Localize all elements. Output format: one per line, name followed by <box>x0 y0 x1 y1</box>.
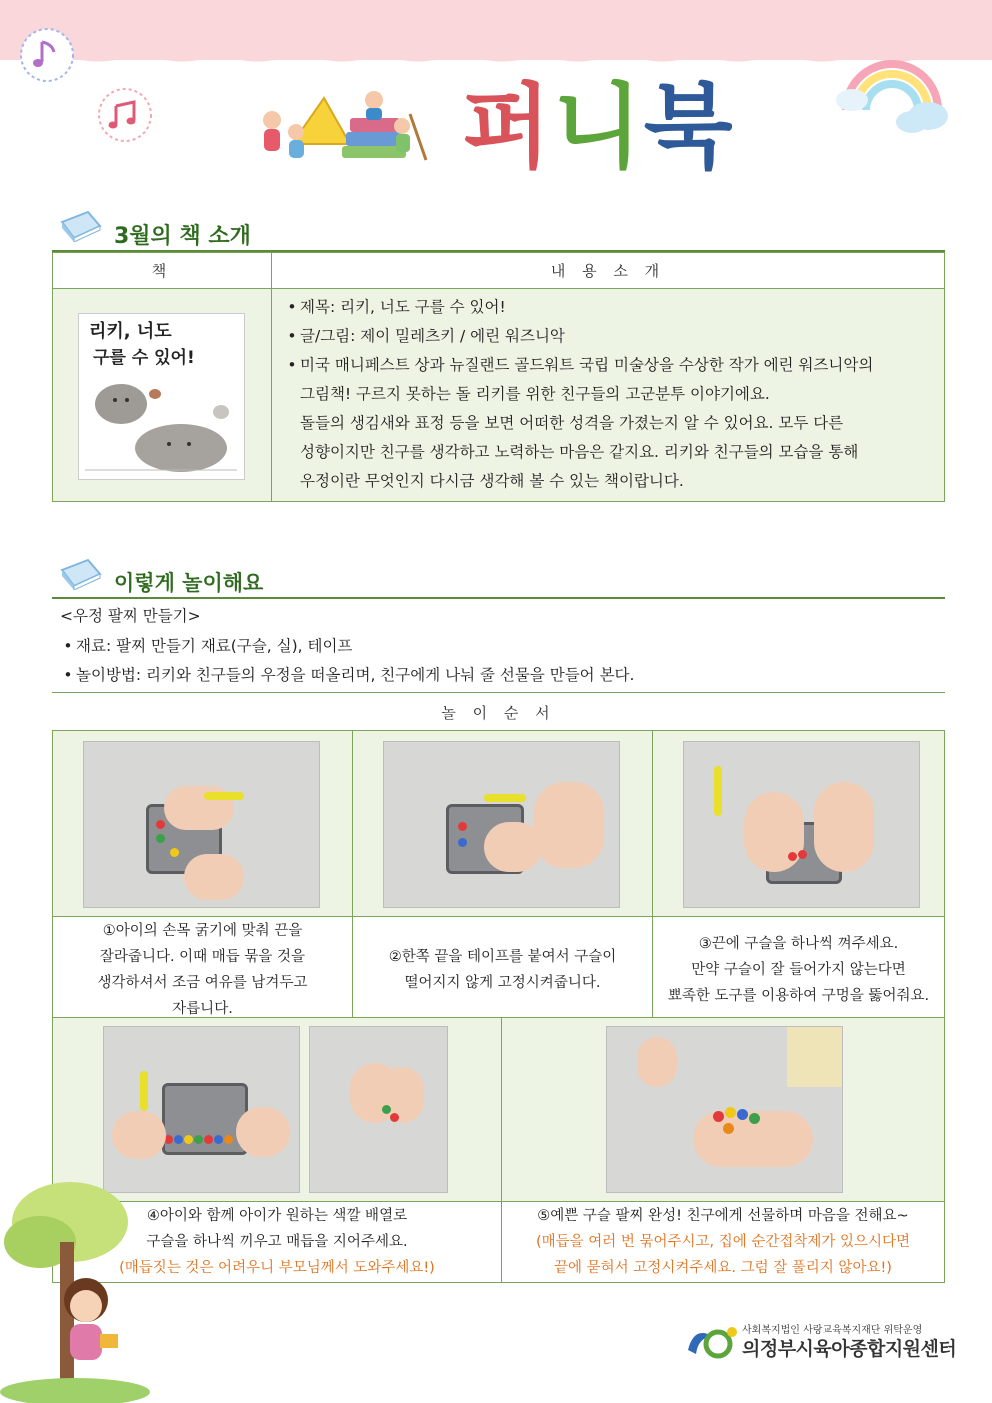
book-icon <box>58 556 104 590</box>
book-cover-cell <box>53 289 272 502</box>
book-table <box>52 252 945 502</box>
step5-note-line: 끝에 묻혀서 고정시켜주세요. 그럼 잘 풀리지 않아요!) <box>554 1260 892 1276</box>
step1-caption-line: 자릅니다. <box>172 1001 233 1017</box>
book-section-heading: 3월의 책 소개 <box>114 224 251 249</box>
rainbow-cloud-icon <box>832 30 950 134</box>
bullet-description: • 미국 매니페스트 상과 뉴질랜드 골드워트 국립 미술상을 수상한 작가 에린 워즈니악의 <box>287 356 874 374</box>
page-title <box>462 74 735 181</box>
step5-photo-cell <box>502 1018 945 1202</box>
step4-photo-a <box>103 1026 300 1193</box>
divider <box>52 692 945 693</box>
title-part-3: 북 <box>643 74 735 181</box>
step4-photo-cell <box>53 1018 502 1202</box>
play-section-heading: 이렇게 놀이해요 <box>114 571 264 595</box>
step3-photo <box>683 741 920 908</box>
step4-caption-line: ④아이와 함께 아이가 원하는 색깔 배열로 <box>146 1208 408 1224</box>
step1-caption-line: 잘라줍니다. 이때 매듭 묶을 것을 <box>99 949 306 965</box>
step5-caption-cell <box>502 1202 945 1283</box>
step2-photo-cell <box>353 731 653 917</box>
music-note-icon <box>18 26 76 84</box>
step3-caption-line: 뾰족한 도구를 이용하여 구멍을 뚫어줘요. <box>667 988 930 1004</box>
book-icon <box>58 208 104 242</box>
step1-caption-line: ①아이의 손목 굵기에 맞춰 끈을 <box>102 923 303 939</box>
step3-caption-cell <box>653 917 945 1024</box>
play-subtitle: <우정 팔찌 만들기> <box>60 607 201 625</box>
cover-title-line2: 구를 수 있어! <box>93 348 195 368</box>
step2-caption-line: 떨어지지 않게 고정시켜줍니다. <box>404 975 601 991</box>
step2-caption-cell <box>353 917 653 1024</box>
method-line: • 놀이방법: 리키와 친구들의 우정을 떠올리며, 친구에게 나눠 줄 선물을 만들어 본다. <box>63 666 635 684</box>
order-header: 놀 이 순 서 <box>52 702 945 723</box>
step4-note: (매듭짓는 것은 어려우니 부모님께서 도와주세요!) <box>119 1260 435 1276</box>
step5-caption-line: ⑤예쁜 구슬 팔찌 완성! 친구에게 선물하며 마음을 전해요~ <box>537 1208 909 1224</box>
step3-caption-line: 만약 구슬이 잘 들어가지 않는다면 <box>691 962 906 978</box>
tree-girl-illustration <box>0 1182 150 1403</box>
music-notes-icon <box>96 86 154 144</box>
description-line: 성향이지만 친구를 생각하고 노력하는 마음은 같지요. 리키와 친구들의 모습을 통해 <box>300 443 859 461</box>
step3-photo-cell <box>653 731 945 917</box>
kids-books-illustration <box>250 84 430 168</box>
step3-caption-line: ③끈에 구슬을 하나씩 껴주세요. <box>698 936 899 952</box>
book-cover <box>78 313 245 480</box>
bullet-title: • 제목: 리키, 너도 구를 수 있어! <box>287 298 506 316</box>
org-name: 의정부시육아종합지원센터 <box>742 1338 957 1360</box>
cover-title-line1: 리키, 너도 <box>89 321 172 342</box>
step1-photo <box>83 741 320 908</box>
title-part-2: 니 <box>552 74 644 181</box>
materials-line: • 재료: 팔찌 만들기 재료(구슬, 실), 테이프 <box>63 637 353 655</box>
step5-note-line: (매듭을 여러 번 묶어주시고, 집에 순간접착제가 있으시다면 <box>535 1234 911 1250</box>
col-book-header: 책 <box>53 253 272 289</box>
book-content-cell <box>272 289 945 502</box>
step2-photo <box>383 741 620 908</box>
step1-photo-cell <box>53 731 353 917</box>
step5-photo <box>606 1026 843 1193</box>
step4-photo-b <box>309 1026 448 1193</box>
description-line: 돌들의 생김새와 표정 등을 보면 어떠한 성격을 가졌는지 알 수 있어요. 모두 다른 <box>300 414 844 432</box>
org-small-text: 사회복지법인 사랑교육복지재단 위탁운영 <box>742 1325 923 1336</box>
description-line: 우정이란 무엇인지 다시금 생각해 볼 수 있는 책이랍니다. <box>300 472 684 490</box>
step4-caption-line: 구슬을 하나씩 끼우고 매듭을 지어주세요. <box>146 1234 408 1250</box>
col-content-header: 내 용 소 개 <box>272 253 945 289</box>
description-line: 그림책! 구르지 못하는 돌 리키를 위한 친구들의 고군분투 이야기에요. <box>300 385 770 403</box>
step2-caption-line: ②한쪽 끝을 테이프를 붙여서 구슬이 <box>388 949 617 965</box>
step1-caption-line: 생각하셔서 조금 여유를 남겨두고 <box>97 975 308 991</box>
rock-illustration <box>85 374 237 474</box>
divider <box>52 597 945 599</box>
title-part-1: 퍼 <box>462 74 553 181</box>
steps-row-2 <box>52 1017 945 1283</box>
org-logo-icon <box>684 1322 740 1360</box>
steps-row-1 <box>52 730 945 1024</box>
bullet-author: • 글/그림: 제이 밀레츠키 / 에린 워즈니악 <box>287 327 565 345</box>
step1-caption-cell <box>53 917 353 1024</box>
